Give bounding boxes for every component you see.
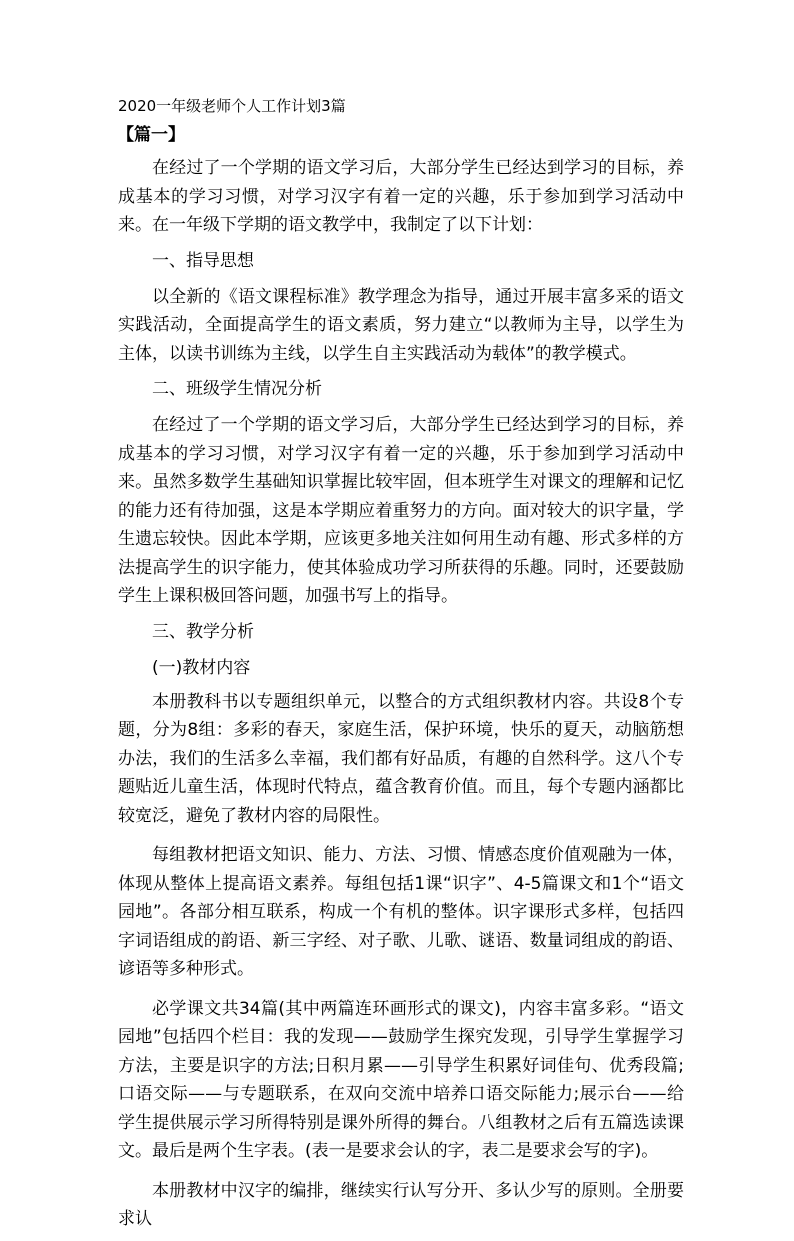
heading-teaching-analysis: 三、教学分析 — [152, 621, 254, 642]
document-title: 2020一年级老师个人工作计划3篇 — [118, 97, 346, 115]
paragraph-textbook-units: 本册教科书以专题组织单元，以整合的方式组织教材内容。共设8个专题，分为8组：多彩的春天，家庭生活，保护环境，快乐的夏天，动脑筋想办法，我们的生活多么幸福，我们都有好品质，有趣的自然科学。这八个专题贴近儿童生活，体现时代特点，蕴含教育价值。而且，每个专题内涵都比较宽泛，避免了教材内容的局限性。 — [118, 691, 684, 826]
paragraph-class-analysis: 在经过了一个学期的语文学习后，大部分学生已经达到学习的目标，养成基本的学习习惯，对学习汉字有着一定的兴趣，乐于参加到学习活动中来。虽然多数学生基础知识掌握比较牢固，但本班学生对课文的理解和记忆的能力还有待加强，这是本学期应着重努力的方向。面对较大的识字量，学生遗忘较快。因此本学期，应该更多地关注如何用生动有趣、形式多样的方法提高学生的识字能力，使其体验成功学习所获得的乐趣。同时，还要鼓励学生上课积极回答问题，加强书写上的指导。 — [118, 415, 684, 606]
section-tag: 【篇一】 — [117, 125, 185, 145]
paragraph-intro: 在经过了一个学期的语文学习后，大部分学生已经达到学习的目标，养成基本的学习习惯，对学习汉字有着一定的兴趣，乐于参加到学习活动中来。在一年级下学期的语文教学中，我制定了以下计划： — [118, 158, 684, 235]
heading-textbook-content: (一)教材内容 — [152, 657, 251, 678]
paragraph-guiding-ideology: 以全新的《语文课程标准》教学理念为指导，通过开展丰富多采的语文实践活动，全面提高学生的语文素质，努力建立“以教师为主导，以学生为主体，以读书训练为主线，以学生自主实践活动为载体”的教学模式。 — [118, 286, 684, 364]
heading-guiding-ideology: 一、指导思想 — [152, 250, 254, 271]
heading-class-analysis: 二、班级学生情况分析 — [152, 379, 322, 399]
paragraph-textbook-groups: 每组教材把语文知识、能力、方法、习惯、情感态度价值观融为一体，体现从整体上提高语文素养。每组包括1课“识字”、4-5篇课文和1个“语文园地”。各部分相互联系，构成一个有机的整体。识字课形式多样，包括四字词语组成的韵语、新三字经、对子歌、儿歌、谜语、数量词组成的韵语、谚语等多种形式。 — [118, 845, 684, 979]
document-page — [118, 96, 684, 1241]
paragraph-required-texts: 必学课文共34篇(其中两篇连环画形式的课文)，内容丰富多彩。“语文园地”包括四个栏目：我的发现——鼓励学生探究发现，引导学生掌握学习方法，主要是识字的方法;日积月累——引导学生积累好词佳句、优秀段篇;口语交际——与专题联系，在双向交流中培养口语交际能力;展示台——给学生提供展示学习所得特别是课外所得的舞台。八组教材之后有五篇选读课文。最后是两个生字表。(表一是要求会认的字，表二是要求会写的字)。 — [118, 998, 684, 1161]
paragraph-character-arrangement: 本册教材中汉字的编排，继续实行认写分开、多认少写的原则。全册要求认 — [118, 1180, 684, 1229]
